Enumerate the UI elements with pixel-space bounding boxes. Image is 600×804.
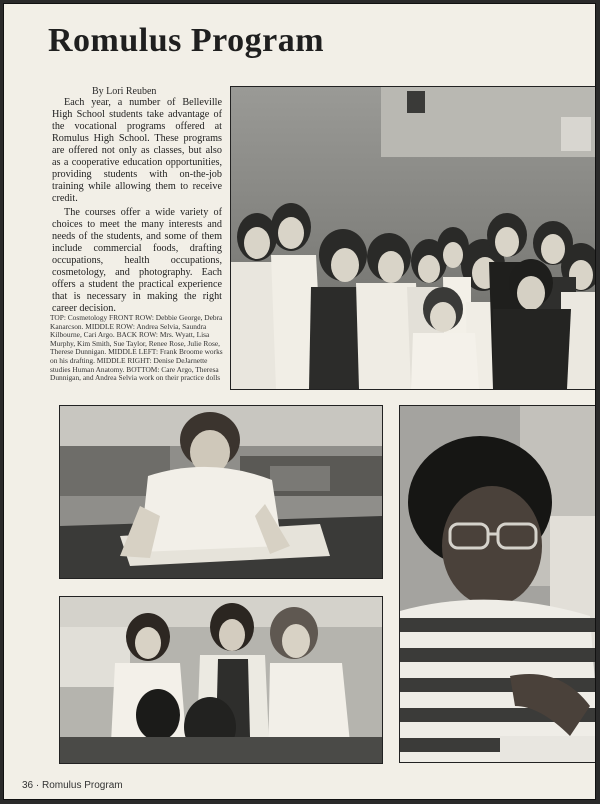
yearbook-page xyxy=(3,3,596,800)
practice-dolls-photo xyxy=(59,596,383,764)
article-paragraph-2: The courses offer a wide variety of choices to meet the many interests and needs of the students, and some of them include commercial foods, drafting occupations, health occupations, cosmetology, and photography. Each offers a student the practical experience that is necessary in making the right career decision. xyxy=(52,207,222,314)
cosmetology-group-photo xyxy=(230,86,596,390)
photo-caption: TOP: Cosmetology FRONT ROW: Debbie George, Debra Kanarcson. MIDDLE ROW: Andrea Selvia, Saundra Kilbourne, Cari Argo. BACK ROW: Mrs. Wyatt, Lisa Murphy, Kim Smith, Sue Taylor, Renee Rose, Julie Rose, Therese Dunnigan. MIDDLE LEFT: Frank Broome works on his drafting. MIDDLE RIGHT: Denise DeJarnette studies Human Anatomy. BOTTOM: Care Argo, Theresa Dunnigan, and Andrea Selvia work on their practice dolls xyxy=(50,313,223,383)
article-body xyxy=(52,97,222,317)
page-title: Romulus Program xyxy=(48,22,325,59)
anatomy-student-photo xyxy=(399,405,596,763)
page-footer: 36 · Romulus Program xyxy=(22,780,123,791)
drafting-student-photo xyxy=(59,405,383,579)
article-paragraph-1: Each year, a number of Belleville High School students take advantage of the vocational programs offered at Romulus High School. These programs are offered not only as classes, but also as a cooperative education opportunities, providing students with on-the-job training while allowing them to receive credit. xyxy=(52,97,222,204)
byline: By Lori Reuben xyxy=(92,86,157,97)
